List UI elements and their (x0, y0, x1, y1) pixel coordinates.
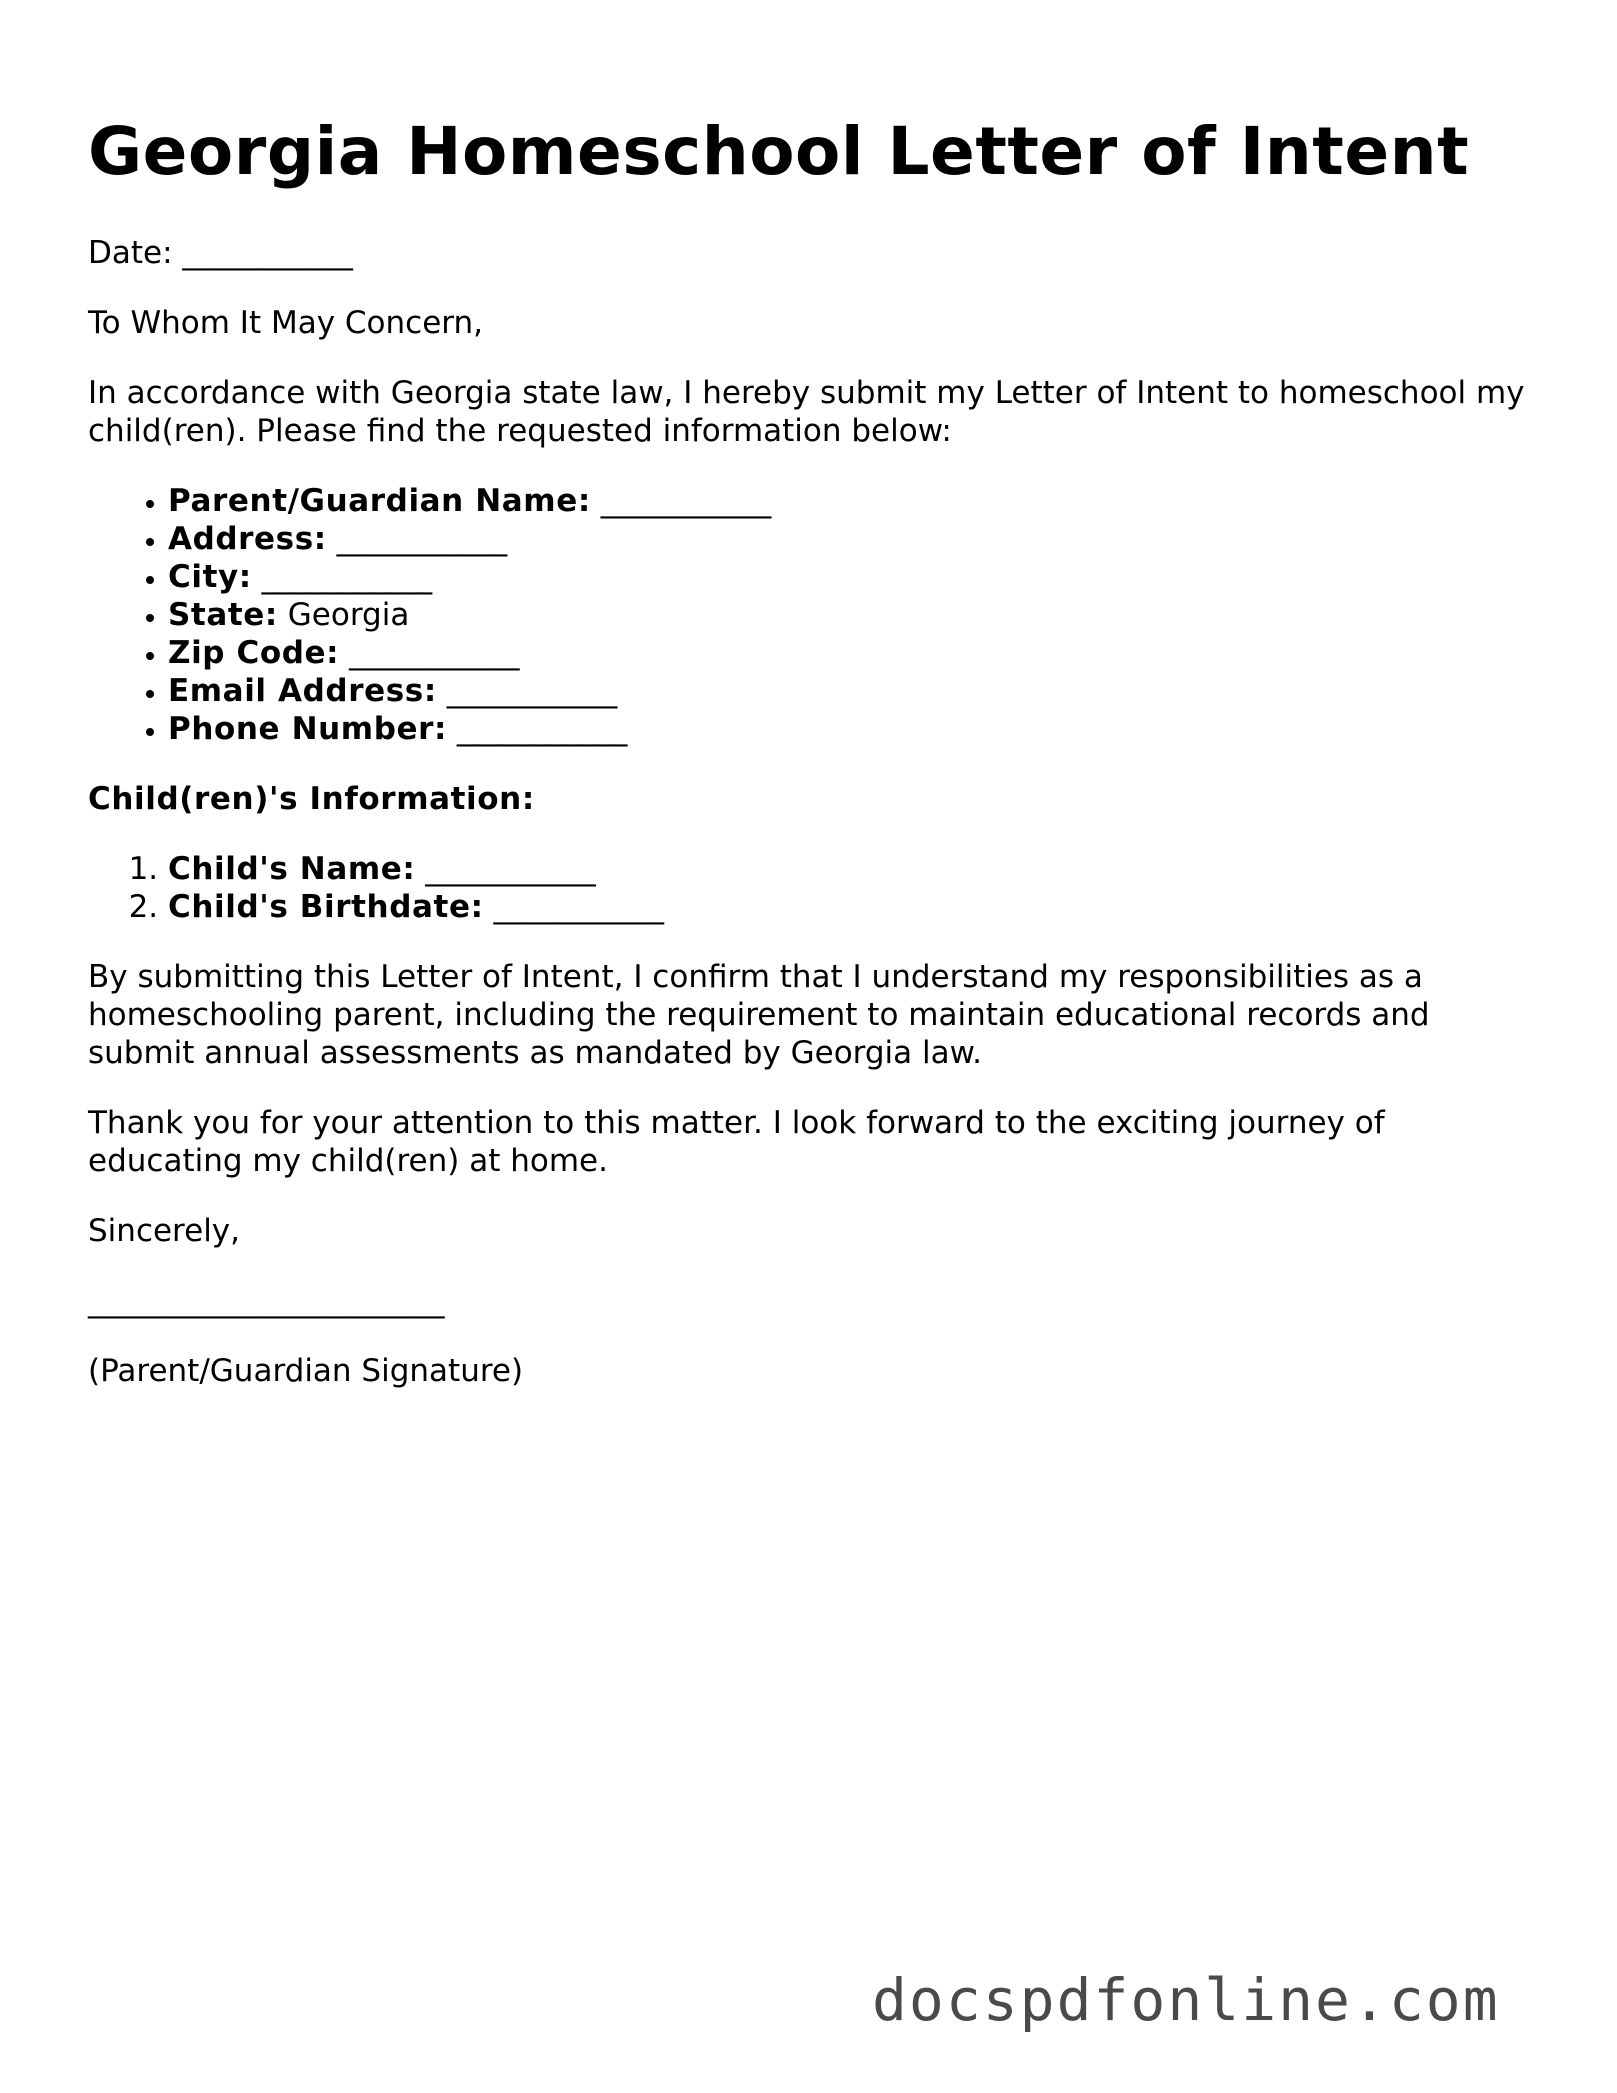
list-item (168, 850, 1528, 888)
confirmation-paragraph: By submitting this Letter of Intent, I confirm that I understand my responsibilities as a homeschooling parent, including the requirement to maintain educational records and submit annual assessments as mandated by Georgia law. (88, 959, 1430, 1071)
field-label: Email Address: (168, 673, 437, 709)
field-label: Phone Number: (168, 711, 447, 747)
list-item (168, 482, 1528, 520)
field-label: State: (168, 597, 278, 633)
list-item (168, 558, 1528, 596)
intro-paragraph: In accordance with Georgia state law, I hereby submit my Letter of Intent to homeschool my child(ren). Please find the requested information below: (88, 375, 1525, 449)
field-label: City: (168, 559, 252, 595)
field-label: Parent/Guardian Name: (168, 483, 591, 519)
field-value: Georgia (287, 597, 410, 633)
field-value: ___________ (446, 673, 618, 709)
closing-paragraph: Thank you for your attention to this matter. I look forward to the exciting journey of educating my child(ren) at home. (88, 1105, 1385, 1179)
child-info-list (88, 850, 1528, 926)
list-item (168, 888, 1528, 926)
field-value: ___________ (336, 521, 508, 557)
list-item (168, 710, 1528, 748)
page-title: Georgia Homeschool Letter of Intent (88, 113, 1470, 190)
signature-line: _______________________ (88, 1283, 445, 1319)
field-label: Child's Birthdate: (168, 889, 484, 925)
field-label: Address: (168, 521, 327, 557)
field-value: ___________ (425, 851, 596, 887)
list-item (168, 596, 1528, 634)
field-value: ___________ (261, 559, 433, 595)
salutation: To Whom It May Concern, (88, 305, 483, 341)
watermark: docspdfonline.com (872, 1966, 1500, 2034)
field-label: Child's Name: (168, 851, 416, 887)
field-value: ___________ (456, 711, 628, 747)
document-page (88, 108, 1528, 1422)
date-blank: ___________ (182, 235, 353, 271)
date-label: Date: (88, 235, 173, 271)
children-heading: Child(ren)'s Information: (88, 781, 535, 817)
list-item (168, 672, 1528, 710)
field-value: ___________ (349, 635, 520, 671)
field-value: ___________ (600, 483, 772, 519)
list-item (168, 520, 1528, 558)
list-item (168, 634, 1528, 672)
signature-caption: (Parent/Guardian Signature) (88, 1353, 524, 1389)
parent-info-list (88, 482, 1528, 748)
field-value: ___________ (493, 889, 664, 925)
field-label: Zip Code: (168, 635, 340, 671)
date-line (88, 234, 1528, 272)
signoff: Sincerely, (88, 1213, 241, 1249)
